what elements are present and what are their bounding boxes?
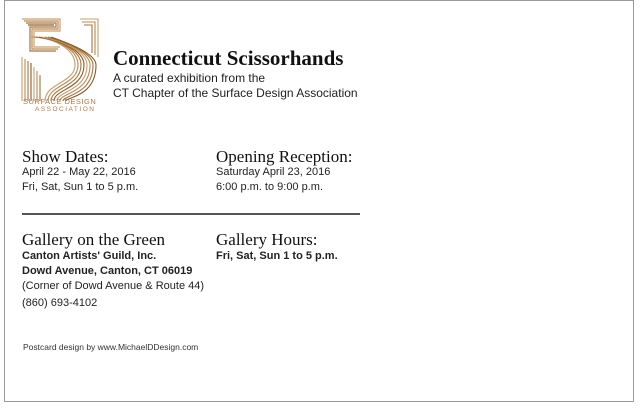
opening-reception-line1: Saturday April 23, 2016 [216,166,331,178]
gallery-line1: Canton Artists' Guild, Inc. [22,250,157,262]
section-divider [22,213,360,215]
gallery-phone: (860) 693-4102 [22,297,98,309]
exhibition-title: Connecticut Scissorhands [113,46,344,70]
postcard [4,0,634,402]
logo-caption-line1: SURFACE DESIGN [23,97,97,106]
opening-reception-heading: Opening Reception: [216,147,353,166]
gallery-hours-line1: Fri, Sat, Sun 1 to 5 p.m. [216,250,338,262]
show-dates-heading: Show Dates: [22,147,109,166]
gallery-line2: Dowd Avenue, Canton, CT 06019 [22,265,193,277]
subtitle-line1: A curated exhibition from the [113,71,266,85]
logo-caption-line2: ASSOCIATION [35,106,96,113]
show-dates-line2: Fri, Sat, Sun 1 to 5 p.m. [22,181,139,193]
postcard-design-credit: Postcard design by www.MichaelDDesign.com [23,342,199,352]
gallery-line3: (Corner of Dowd Avenue & Route 44) [22,280,205,292]
opening-reception-line2: 6:00 p.m. to 9:00 p.m. [216,181,324,193]
gallery-hours-heading: Gallery Hours: [216,230,318,249]
show-dates-line1: April 22 - May 22, 2016 [22,166,136,178]
subtitle-line2: CT Chapter of the Surface Design Association [113,86,358,100]
gallery-heading: Gallery on the Green [22,230,166,249]
